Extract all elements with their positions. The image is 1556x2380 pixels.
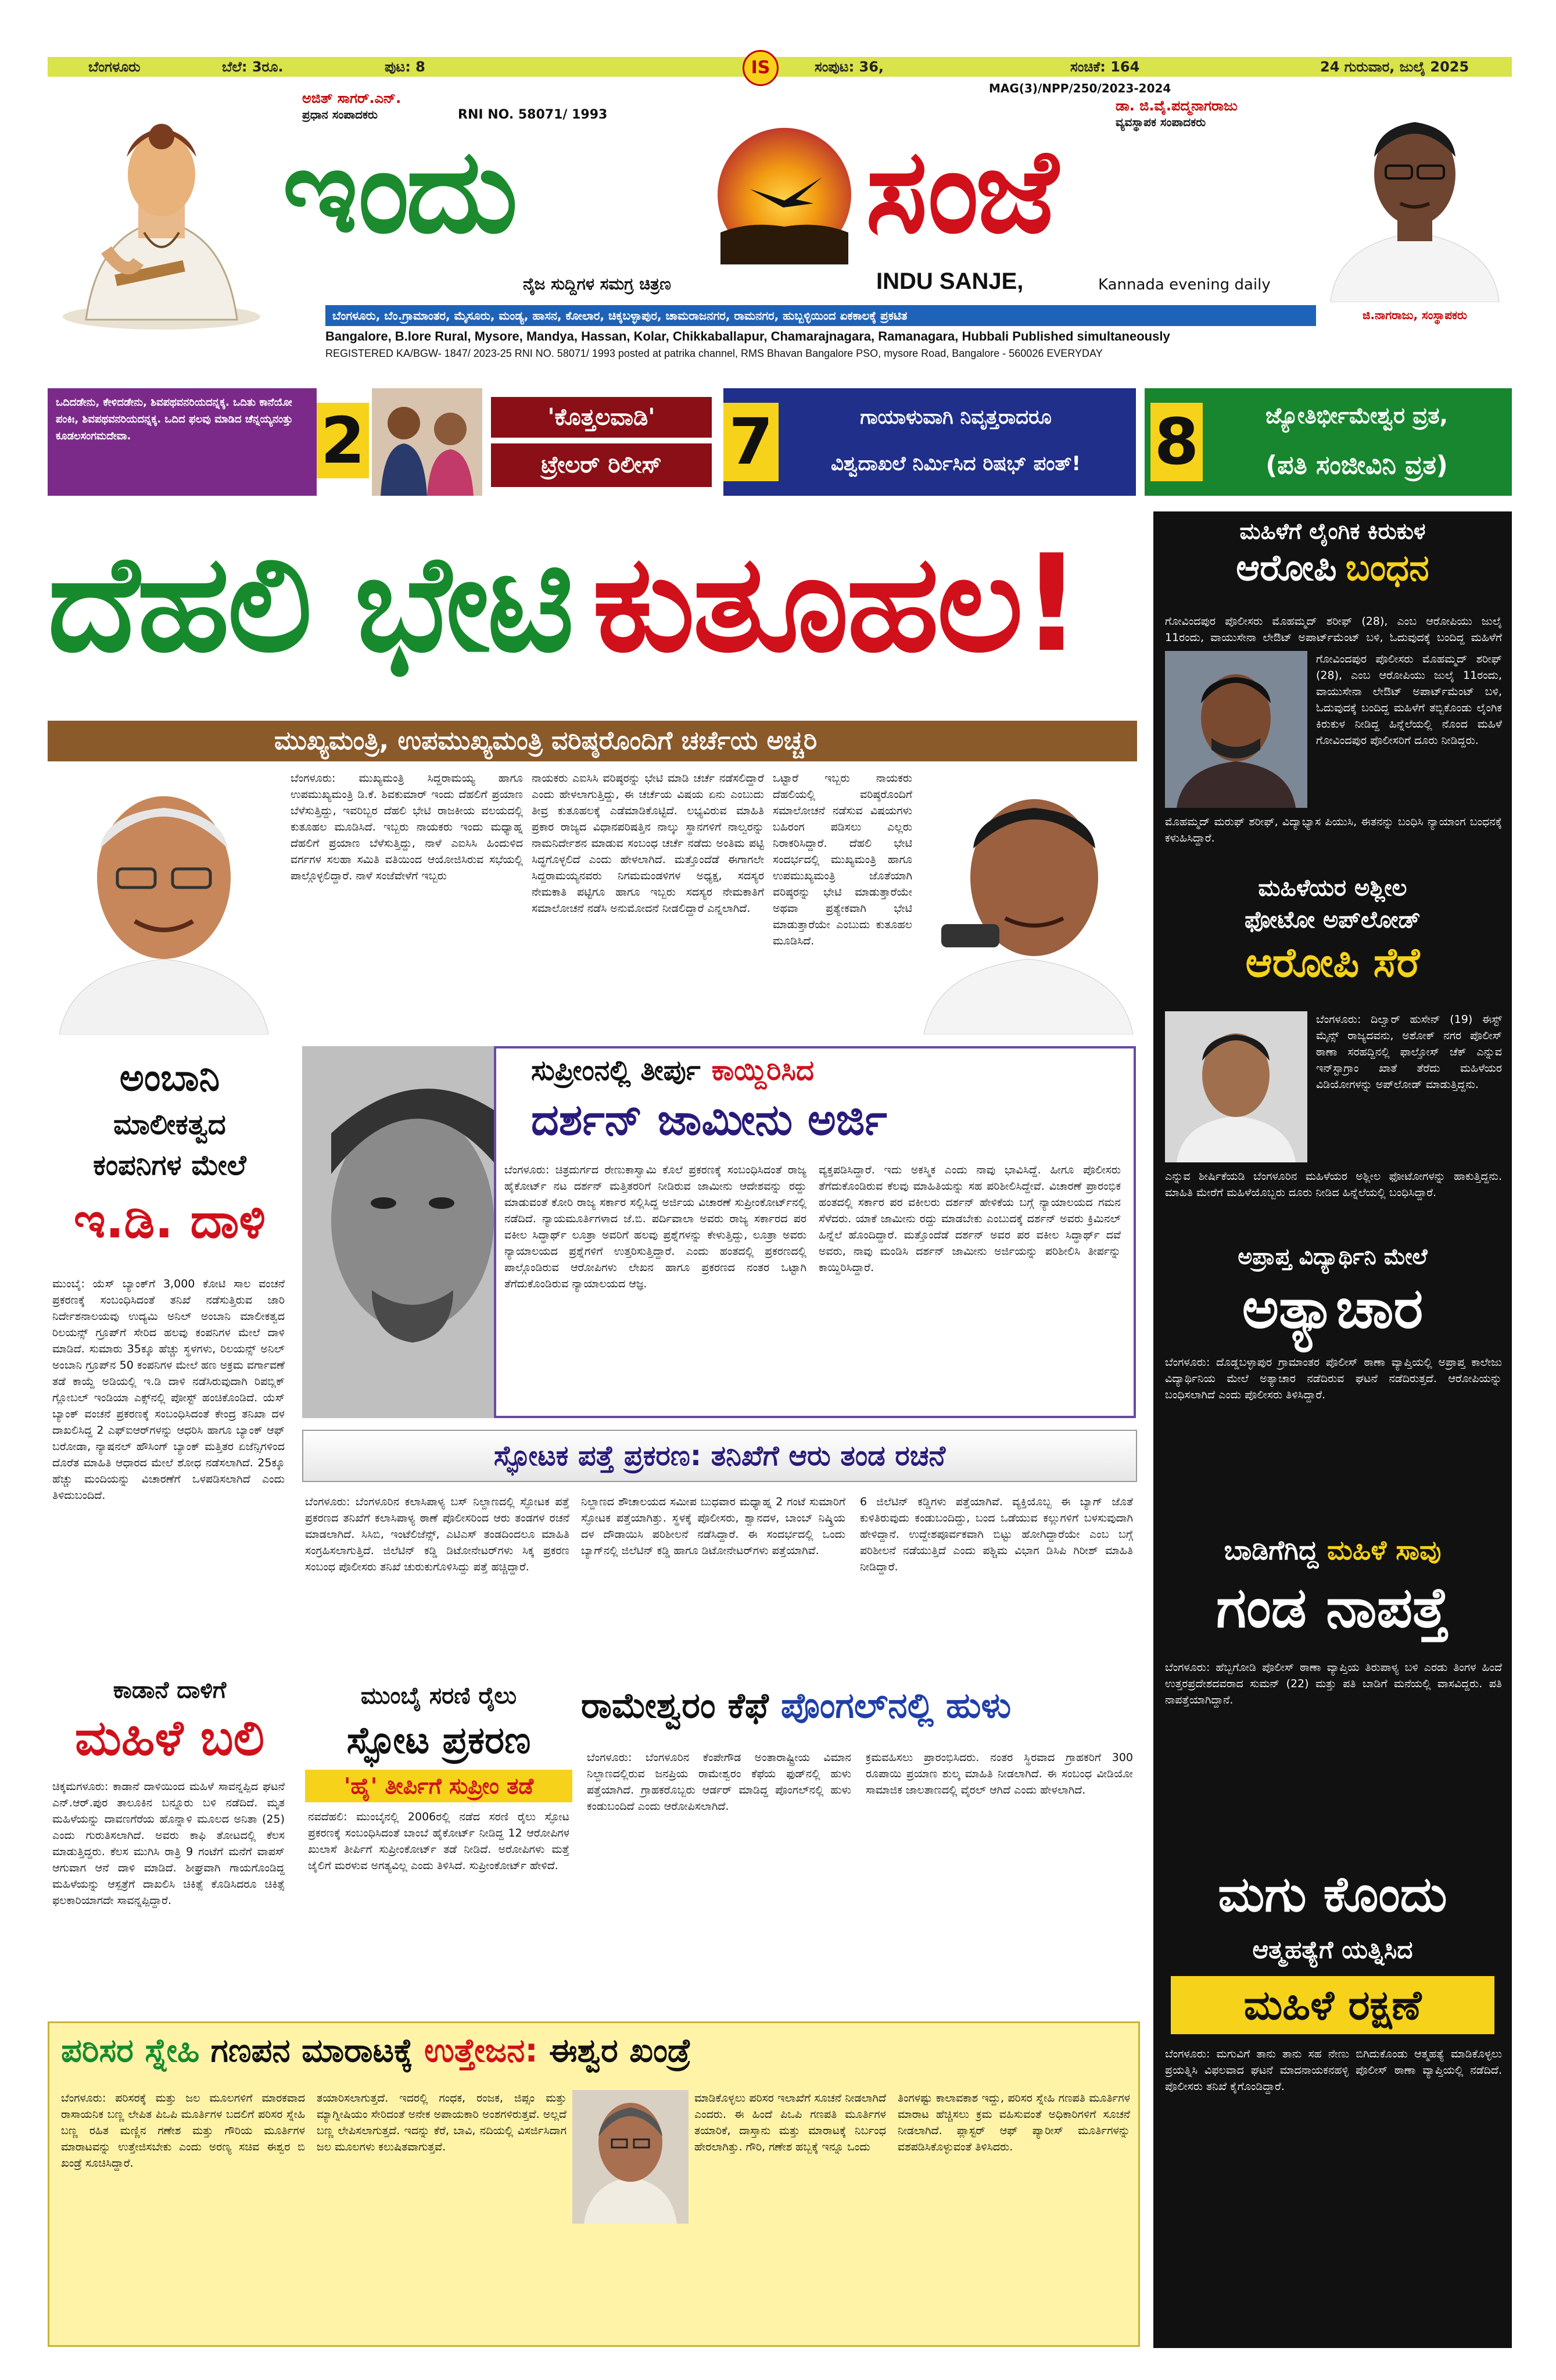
lead-column-2: ನಾಯಕರು ಎಐಸಿಸಿ ವರಿಷ್ಠರನ್ನು ಭೇಟಿ ಮಾಡಿ ಚರ್ಚೆ ನಡೆಸಲಿದ್ದಾರೆ ಎಂದು ಹೇಳಲಾಗುತ್ತಿದ್ದು, ಈ ಚರ್ಚೆಯ ವಿಷಯ ಏನು ಎಂಬುದು ತೀವ್ರ ಕುತೂಹಲಕ್ಕೆ ಎಡೆಮಾಡಿಕೊಟ್ಟಿದೆ. ಲಭ್ಯವಿರುವ ಮಾಹಿತಿ ಪ್ರಕಾರ ರಾಜ್ಯದ ವಿಧಾನಪರಿಷತ್ತಿನ ನಾಲ್ಕು ಸ್ಥಾನಗಳಿಗೆ ನಾಲ್ವರನ್ನು ನಾಮನಿರ್ದೇಶನ ಮಾಡುವ ಸಂಬಂಧ ಚರ್ಚೆ ನಡೆದು ಅಂತಿಮ ಪಟ್ಟಿ ಸಿದ್ಧಗೊಳ್ಳಲಿದೆ ಎಂದು ಹೇಳಲಾಗಿದೆ. ಮತ್ತೊಂದೆಡೆ ಈಗಾಗಲೇ ಸಿದ್ದರಾಮಯ್ಯನವರು ನಿಗಮಮಂಡಳಿಗಳ ಅಧ್ಯಕ್ಷ, ಸದಸ್ಯರ ನೇಮಕಾತಿ ಪಟ್ಟಿಗೂ ಹಾಗೂ ಇಬ್ಬರು ಸದಸ್ಯರ ನೇಮಕಾತಿಗೆ ಸಮಾಲೋಚನೆ ನಡೆಸಿ ಅನುಮೋದನೆ ನೀಡಲಿದ್ದಾರೆ ಎನ್ನಲಾಗಿದೆ.	[532, 772, 764, 915]
ambani-line1: ಅಂಬಾನಿ	[119, 1057, 220, 1100]
ambani-line3: ಕಂಪನಿಗಳ ಮೇಲೆ	[93, 1149, 246, 1182]
english-name: INDU SANJE,	[876, 269, 1024, 294]
crime1-headline: ಆರೋಪಿ ಬಂಧನ	[1236, 546, 1429, 589]
crime2-body: ಎನ್ನುವ ಶೀರ್ಷಿಕೆಯಡಿ ಬೆಂಗಳೂರಿನ ಮಹಿಳೆಯರ ಅಶ್ಲೀಲ ಫೋಟೋಗಳನ್ನು ಹಾಕುತ್ತಿದ್ದನು. ಮಾಹಿತಿ ಮೇರೆಗೆ ಮಹಿಳೆಯೊಬ್ಬರು ದೂರು ನೀಡಿದ ಹಿನ್ನೆಲೆಯಲ್ಲಿ ಬಂಧಿಸಿದ್ದಾರೆ.	[1165, 1170, 1502, 1199]
train-tag: 'ಹೈ' ತೀರ್ಪಿಗೆ ಸುಪ್ರೀಂ ತಡೆ	[305, 1770, 572, 1802]
dateline-issue: ಸಂಚಿಕೆ: 164	[1070, 59, 1140, 75]
crime2-kicker1: ಮಹಿಳೆಯರ ಅಶ್ಲೀಲ	[1258, 875, 1407, 901]
teaser-rishabh-pant[interactable]	[723, 388, 1136, 496]
crime-column	[1153, 511, 1512, 2348]
lead-column-3: ಒಟ್ಟಾರೆ ಇಬ್ಬರು ನಾಯಕರು ದೆಹಲಿಯಲ್ಲಿ ವರಿಷ್ಠರೊಂದಿಗೆ ಸಮಾಲೋಚನೆ ನಡೆಸುವ ವಿಷಯಗಳು ಬಹಿರಂಗ ಪಡಿಸಲು ಎಲ್ಲರು ನಿರಾಕರಿಸಿದ್ದಾರೆ. ದೆಹಲಿ ಭೇಟಿ ಸಂದರ್ಭದಲ್ಲಿ ಮುಖ್ಯಮಂತ್ರಿ ಹಾಗೂ ಉಪಮುಖ್ಯಮಂತ್ರಿ ಜೊತೆಯಾಗಿ ವರಿಷ್ಠರನ್ನು ಭೇಟಿ ಮಾಡುತ್ತಾರೆಯೇ ಅಥವಾ ಪ್ರತ್ಯೇಕವಾಗಿ ಭೇಟಿ ಮಾಡುತ್ತಾರೆಯೇ ಎಂಬುದು ಕುತೂಹಲ ಮೂಡಿಸಿದೆ.	[773, 772, 912, 947]
teaser-vrata-line1: ಜ್ಯೋತಿರ್ಭೀಮೇಶ್ವರ ವ್ರತ,	[1265, 403, 1448, 428]
ambani-line2: ಮಾಲೀಕತ್ವದ	[113, 1108, 226, 1141]
editions-bar	[325, 305, 1316, 326]
blast-column-3: 6 ಜಿಲೆಟಿನ್ ಕಡ್ಡಿಗಳು ಪತ್ತೆಯಾಗಿವೆ. ವ್ಯಕ್ತಿಯೊಬ್ಬ ಈ ಬ್ಯಾಗ್ ಜೊತೆ ಕುಳಿತಿರುವುದು ಕಂಡುಬಂದಿದ್ದು, ಬಂದ ಒಡೆಯುವ ಕಲ್ಲುಗಳಿಗೆ ಬಳಸುವುದಾಗಿ ಹೇಳಿದ್ದಾನೆ. ಉದ್ದೇಶಪೂರ್ವಕವಾಗಿ ಬಿಟ್ಟು ಹೋಗಿದ್ದಾರೆಯೇ ಎಂಬ ಬಗ್ಗೆ ಪರಿಶೀಲನೆ ನಡೆಯುತ್ತಿದೆ ಎಂದು ಪಶ್ಚಿಮ ವಿಭಾಗ ಡಿಸಿಪಿ ಗಿರೀಶ್ ಮಾಹಿತಿ ನೀಡಿದ್ದಾರೆ.	[860, 1495, 1133, 1573]
lead-column-1: ಬೆಂಗಳೂರು: ಮುಖ್ಯಮಂತ್ರಿ ಸಿದ್ದರಾಮಯ್ಯ ಹಾಗೂ ಉಪಮುಖ್ಯಮಂತ್ರಿ ಡಿ.ಕೆ. ಶಿವಕುಮಾರ್ ಇಂದು ದೆಹಲಿಗೆ ಪ್ರಯಾಣ ಬೆಳೆಸುತ್ತಿದ್ದು, ಇವರಿಬ್ಬರ ದೆಹಲಿ ಭೇಟಿ ರಾಜಕೀಯ ವಲಯದಲ್ಲಿ ಕುತೂಹಲ ಮೂಡಿಸಿದೆ. ಇಬ್ಬರು ನಾಯಕರು ಇಂದು ಮಧ್ಯಾಹ್ನ ದೆಹಲಿಗೆ ಪ್ರಯಾಣ ಬೆಳೆಸುತ್ತಿದ್ದು, ನಾಳೆ ಎಐಸಿಸಿ ಹಿಂದುಳಿದ ವರ್ಗಗಳ ಸಲಹಾ ಸಮಿತಿ ವತಿಯಿಂದ ಆಯೋಜಿಸಿರುವ ಸಭೆಯಲ್ಲಿ ಪಾಲ್ಗೊಳ್ಳಲಿದ್ದಾರೆ. ನಾಳೆ ಸಂಜೆವೇಳೆಗೆ ಇಬ್ಬರು	[291, 772, 523, 882]
teaser-page-number: 7	[723, 403, 779, 481]
dateline-date: 24 ಗುರುವಾರ, ಜುಲೈ 2025	[1320, 59, 1469, 75]
eco-column-4: ತಿಂಗಳಷ್ಟು ಕಾಲಾವಕಾಶ ಇದ್ದು, ಪರಿಸರ ಸ್ನೇಹಿ ಗಣಪತಿ ಮೂರ್ತಿಗಳ ಮಾರಾಟ ಹೆಚ್ಚಿಸಲು ಕ್ರಮ ವಹಿಸುವಂತೆ ಅಧಿಕಾರಿಗಳಿಗೆ ಸೂಚನೆ ನೀಡಲಾಗಿದೆ. ಪ್ಲಾಸ್ಟರ್ ಆಫ್ ಪ್ಯಾರೀಸ್ ಮೂರ್ತಿಗಳನ್ನು ವಶಪಡಿಸಿಕೊಳ್ಳುವಂತೆ ತಿಳಿಸಿದರು.	[898, 2092, 1130, 2153]
ambani-headline	[48, 1052, 292, 1255]
logo-badge: IS	[743, 50, 779, 86]
teaser-pant-line2: ವಿಶ್ವದಾಖಲೆ ನಿರ್ಮಿಸಿದ ರಿಷಭ್ ಪಂತ್!	[830, 452, 1081, 475]
blast-headline: ಸ್ಫೋಟಕ ಪತ್ತೆ ಪ್ರಕರಣ: ತನಿಖೆಗೆ ಆರು ತಂಡ ರಚನೆ	[493, 1440, 946, 1472]
editions-kannada: ಬೆಂಗಳೂರು, ಬೆಂ.ಗ್ರಾಮಾಂತರ, ಮೈಸೂರು, ಮಂಡ್ಯ, ಹಾಸನ, ಕೋಲಾರ, ಚಿಕ್ಕಬಳ್ಳಾಪುರ, ಚಾಮರಾಜನಗರ, ರಾಮನಗರ, ಹುಬ್ಬಳ್ಳಿಯಿಂದ ಏಕಕಾಲಕ್ಕೆ ಪ್ರಕಟಿತ	[332, 309, 908, 323]
masthead-tagline: ನೈಜ ಸುದ್ದಿಗಳ ಸಮಗ್ರ ಚಿತ್ರಣ	[523, 274, 671, 294]
mag-number: MAG(3)/NPP/250/2023-2024	[989, 81, 1171, 95]
founder-caption: ಜಿ.ನಾಗರಾಜು, ಸಂಸ್ಥಾಪಕರು	[1319, 306, 1511, 324]
crime3-body: ಬೆಂಗಳೂರು: ದೊಡ್ಡಬಳ್ಳಾಪುರ ಗ್ರಾಮಾಂತರ ಪೊಲೀಸ್ ಠಾಣಾ ವ್ಯಾಪ್ತಿಯಲ್ಲಿ ಅಪ್ರಾಪ್ತ ಕಾಲೇಜು ವಿದ್ಯಾರ್ಥಿನಿಯ ಮೇಲೆ ಅತ್ಯಾಚಾರ ನಡೆದಿರುವ ಘಟನೆ ನಡೆದಿರುತ್ತದೆ. ಆರೋಪಿಯನ್ನು ಬಂಧಿಸಲಾಗಿದೆ ಎಂದು ಪೊಲೀಸರು ತಿಳಿಸಿದ್ದಾರೆ.	[1165, 1356, 1502, 1401]
eco-ganesha-headline: ಪರಿಸರ ಸ್ನೇಹಿ ಗಣಪನ ಮಾರಾಟಕ್ಕೆ ಉತ್ತೇಜನ: ಈಶ್ವರ ಖಂಡ್ರೆ	[61, 2032, 691, 2070]
masthead-title-right: ಸಂಜೆ	[866, 124, 1055, 259]
darshan-photo	[302, 1046, 494, 1418]
dateline-city: ಬೆಂಗಳೂರು	[88, 59, 141, 75]
elephant-kicker: ಕಾಡಾನೆ ದಾಳಿಗೆ	[113, 1677, 227, 1703]
ambani-line4: ಇ.ಡಿ. ದಾಳಿ	[73, 1192, 266, 1249]
darshan-kicker: ಸುಪ್ರೀಂನಲ್ಲಿ ತೀರ್ಪು ಕಾಯ್ದಿರಿಸಿದ	[531, 1054, 815, 1087]
crime2-headline: ಆರೋಪಿ ಸೆರೆ	[1245, 939, 1420, 986]
crime5-body: ಬೆಂಗಳೂರು: ಮಗುವಿಗೆ ತಾನು ತಾನು ಸಹ ನೇಣು ಬಿಗಿದುಕೊಂಡು ಆತ್ಮಹತ್ಯೆ ಮಾಡಿಕೊಳ್ಳಲು ಪ್ರಯತ್ನಿಸಿ ವಿಫಲವಾದ ಘಟನೆ ಮಾದನಾಯಕನಹಳ್ಳಿ ಪೊಲೀಸ್ ಠಾಣಾ ವ್ಯಾಪ್ತಿಯಲ್ಲಿ ನಡೆದಿದೆ. ಪೊಲೀಸರು ತನಿಖೆ ಕೈಗೊಂಡಿದ್ದಾರೆ.	[1165, 2048, 1502, 2093]
vachana-text: ಒದಿದಡೇನು, ಕೇಳಿದಡೇನು, ಶಿವಪಥವನರಿಯದನ್ನಕ್ಕ. ಒದಿತು ಕಾನೆಯೋ ಪಂಕಿಃ, ಶಿವಪಥವನರಿಯದನ್ನಕ್ಕ. ಒದಿದ ಫಲವು ಮಾಡಿದ ಚೆನ್ನಯ್ಯನಂತ್ತು ಕೂಡಲಸಂಗಮದೇವಾ.	[56, 396, 293, 442]
teaser-vrata[interactable]	[1145, 388, 1512, 496]
crime2-side: ಬೆಂಗಳೂರು: ದಿಲ್ವಾರ್ ಹುಸೇನ್ (19) ಈಸ್ಟ್ ಮೈನ್ಸ್‌ ರಾಜ್ಯದವನು, ಅಶೋಕ್ ನಗರ ಪೊಲೀಸ್ ಠಾಣಾ ಸರಹದ್ದಿನಲ್ಲಿ ಫಾಲ್ತೋಸ್ ಚೆಕ್ ಎನ್ನುವ ಇನ್‌ಸ್ಟಾಗ್ರಾಂ ಖಾತೆ ತೆರೆದು ಮಹಿಳೆಯರ ವಿಡಿಯೋಗಳನ್ನು ಅಪ್‌ಲೋಡ್ ಮಾಡುತ್ತಿದ್ದನು.	[1316, 1013, 1502, 1091]
teaser-kottalavadi-line2: ಟ್ರೇಲರ್ ರಿಲೀಸ್	[491, 443, 712, 487]
teaser-pant-line1: ಗಾಯಾಳುವಾಗಿ ನಿವೃತ್ತರಾದರೂ	[860, 406, 1052, 429]
dateline-strip	[48, 57, 1512, 77]
english-subtitle: Kannada evening daily	[1098, 276, 1271, 294]
train-headline: ಸ್ಫೋಟ ಪ್ರಕರಣ	[346, 1719, 531, 1762]
elephant-body: ಚಿಕ್ಕಮಗಳೂರು: ಕಾಡಾನೆ ದಾಳಿಯಿಂದ ಮಹಿಳೆ ಸಾವನ್ನಪ್ಪಿದ ಘಟನೆ ಎನ್.ಆರ್.ಪುರ ತಾಲೂಕಿನ ಬನ್ನೂರು ಬಳಿ ನಡೆದಿದೆ. ಮೃತ ಮಹಿಳೆಯನ್ನು ದಾವಣಗೆರೆಯ ಹೊನ್ನಾಳಿ ಮೂಲದ ಅನಿತಾ (25) ಎಂದು ಗುರುತಿಸಲಾಗಿದೆ. ಅವರು ಕಾಫಿ ತೋಟದಲ್ಲಿ ಕೆಲಸ ಮಾಡುತ್ತಿದ್ದರು. ಕೆಲಸ ಮುಗಿಸಿ ರಾತ್ರಿ 9 ಗಂಟೆಗೆ ಮನೆಗೆ ವಾಪಸ್ ಆಗುವಾಗ ಆನೆ ದಾಳಿ ಮಾಡಿದೆ. ಶೀಘ್ರವಾಗಿ ಗಾಯಗೊಂಡಿದ್ದ ಮಹಿಳೆಯನ್ನು ಆಸ್ಪತ್ರೆಗೆ ದಾಖಲಿಸಿ ಚಿಕಿತ್ಸೆ ಕೊಡಿಸಿದರೂ ಚಿಕಿತ್ಸೆ ಫಲಕಾರಿಯಾಗದೇ ಸಾವನ್ನಪ್ಪಿದ್ದಾರೆ.	[52, 1780, 285, 1907]
train-kicker: ಮುಂಬೈ ಸರಣಿ ರೈಲು	[360, 1683, 517, 1709]
registration-line: REGISTERED KA/BGW- 1847/ 2023-25 RNI NO. 58071/ 1993 posted at patrika channel, RMS Bhavan Bangalore PSO, mysore Road, Bangalore - 560026 EVERYDAY	[325, 348, 1103, 359]
darshan-column-2: ವ್ಯಕ್ತಪಡಿಸಿದ್ದಾರೆ. ಇದು ಅಕಸ್ಮಿಕ ಎಂದು ನಾವು ಭಾವಿಸಿದ್ದೆ. ಹೀಗೂ ಪೊಲೀಸರು ತೆಗೆದುಕೊಂಡಿರುವ ಕೆಲವು ಮಾಹಿತಿಯನ್ನು ಸಹ ಪರಿಶೀಲಿಸಿದ್ದೇವೆ. ವಿಚಾರಣೆ ಪ್ರಾರಂಭಿಕ ಹಂತದಲ್ಲಿ ಸರ್ಕಾರ ಪರ ವಕೀಲರು ದರ್ಶನ್ ಹೇಳಿಕೆಯ ಬಗ್ಗೆ ನ್ಯಾಯಾಲಯದ ಗಮನ ಸೆಳೆದರು. ಯಾಕೆ ಜಾಮೀನು ರದ್ದು ಮಾಡಬೇಕು ಎಂಬುದಕ್ಕೆ ದರ್ಶನ್ ಅವರು ಕ್ರಿಮಿನಲ್ ಹಿನ್ನೆಲೆ ಹೊಂದಿದ್ದಾರೆ. ಮತ್ತೊಂದೆಡೆ ದರ್ಶನ್ ಅವರ ಪರ ವಕೀಲ ಸಿದ್ಧಾರ್ಥ್ ದವೆ ಅವರು, ನಾವು ಮಂಡಿಸಿ ದರ್ಶನ್ ಜಾಮೀನು ಅರ್ಜಿಯನ್ನು ಪರಿಶೀಲಿಸಿ ತೀರ್ಪನ್ನು ಕಾಯ್ದಿರಿಸಿದ್ದಾರೆ.	[819, 1164, 1121, 1274]
darshan-box	[494, 1046, 1136, 1418]
managing-editor-name: ಡಾ. ಜಿ.ವೈ.ಪದ್ಮನಾಗರಾಜು	[1116, 98, 1238, 114]
dateline-price: ಬೆಲೆ: 3ರೂ.	[222, 59, 284, 75]
elephant-headline: ಮಹಿಳೆ ಬಲಿ	[74, 1709, 265, 1766]
crime5-headline: ಮಗು ಕೊಂದು	[1218, 1866, 1447, 1923]
dk-shivakumar-photo	[918, 761, 1137, 1035]
eco-column-1: ಬೆಂಗಳೂರು: ಪರಿಸರಕ್ಕೆ ಮತ್ತು ಜಲ ಮೂಲಗಳಿಗೆ ಮಾರಕವಾದ ರಾಸಾಯನಿಕ ಬಣ್ಣ ಲೇಪಿತ ಪಿಒಪಿ ಮೂರ್ತಿಗಳ ಬದಲಿಗೆ ಪರಿಸರ ಸ್ನೇಹಿ ಬಣ್ಣ ರಹಿತ ಮಣ್ಣಿನ ಗಣೇಶ ಮತ್ತು ಗೌರಿಯ ಮೂರ್ತಿಗಳ ಮಾರಾಟವನ್ನು ಉತ್ತೇಜಿಸಬೇಕು ಎಂದು ಅರಣ್ಯ ಸಚಿವ ಈಶ್ವರ ಬಿ ಖಂಡ್ರೆ ಸೂಚಿಸಿದ್ದಾರೆ.	[61, 2092, 305, 2170]
lead-headline	[48, 523, 1152, 686]
crime4-body: ಬೆಂಗಳೂರು: ಹೆಬ್ಬಗೋಡಿ ಪೊಲೀಸ್ ಠಾಣಾ ವ್ಯಾಪ್ತಿಯ ತಿರುಪಾಳ್ಯ ಬಳಿ ಎರಡು ತಿಂಗಳ ಹಿಂದೆ ಉತ್ತರಪ್ರದೇಶದವರಾದ ಸುಮನ್ (22) ಮತ್ತು ಪತಿ ಬಾಡಿಗೆ ಮನೆಯಲ್ಲಿ ವಾಸವಿದ್ದರು. ಪತಿ ನಾಪತ್ತೆಯಾಗಿದ್ದಾನೆ.	[1165, 1661, 1502, 1706]
eco-column-2: ತಯಾರಿಸಲಾಗುತ್ತದೆ. ಇದರಲ್ಲಿ ಗಂಧಕ, ರಂಜಕ, ಜಿಪ್ಸಂ ಮತ್ತು ಮ್ಯಾಗ್ನೀಷಿಯಂ ಸೇರಿದಂತೆ ಅನೇಕ ಅಪಾಯಕಾರಿ ಅಂಶಗಳಿರುತ್ತವೆ. ಅಲ್ಲದೆ ಬಣ್ಣ ಲೇಪಿಸಲಾಗುತ್ತದೆ. ಇದನ್ನು ಕೆರೆ, ಬಾವಿ, ನದಿಯಲ್ಲಿ ವಿಸರ್ಜಿಸಿದಾಗ ಜಲ ಮೂಲಗಳು ಕಲುಷಿತವಾಗುತ್ತವೆ.	[317, 2092, 567, 2153]
blast-column-1: ಬೆಂಗಳೂರು: ಬೆಂಗಳೂರಿನ ಕಲಾಸಿಪಾಳ್ಯ ಬಸ್ ನಿಲ್ದಾಣದಲ್ಲಿ ಸ್ಫೋಟಕ ಪತ್ತೆ ಪ್ರಕರಣದ ತನಿಖೆಗೆ ಕಲಾಸಿಪಾಳ್ಯ ಠಾಣೆ ಪೊಲೀಸರಿಂದ ಆರು ತಂಡಗಳ ರಚನೆ ಮಾಡಲಾಗಿದೆ. ಸಿಸಿಬಿ, ಇಂಟೆಲಿಜೆನ್ಸ್, ಎಟಿಎಸ್ ತಂಡದಿಂದಲೂ ಮಾಹಿತಿ ಸಂಗ್ರಹಿಸಲಾಗುತ್ತಿದೆ. ಜಿಲೆಟಿನ್ ಕಡ್ಡಿ ಡಿಟೋನೇಟರ್‌ಗಳು ಸಿಕ್ಕ ಪ್ರಕರಣ ಸಂಬಂಧ ಪೊಲೀಸರು ತನಿಖೆ ಚುರುಕುಗೊಳಿಸಿದ್ದು ಪತ್ತೆ ಹಚ್ಚಿದ್ದಾರೆ.	[305, 1495, 569, 1573]
founder-photo	[1319, 87, 1511, 302]
lead-headline-part2: ಕುತೂಹಲ!	[592, 527, 1080, 682]
crime3-headline: ಅತ್ಯಾಚಾರ	[1242, 1276, 1424, 1341]
eco-column-3: ಮಾಡಿಕೊಳ್ಳಲು ಪರಿಸರ ಇಲಾಖೆಗೆ ಸೂಚನೆ ನೀಡಲಾಗಿದೆ ಎಂದರು. ಈ ಹಿಂದೆ ಪಿಒಪಿ ಗಣಪತಿ ಮೂರ್ತಿಗಳ ತಯಾರಿಕೆ, ದಾಸ್ತಾನು ಮತ್ತು ಮಾರಾಟಕ್ಕೆ ನಿರ್ಬಂಧ ಹೇರಲಾಗಿತ್ತು. ಗೌರಿ, ಗಣೇಶ ಹಬ್ಬಕ್ಕೆ ಇನ್ನೂ ಒಂದು	[694, 2092, 886, 2153]
teaser-page-number: 8	[1150, 403, 1203, 481]
crime4-headline: ಗಂಡ ನಾಪತ್ತೆ	[1216, 1575, 1449, 1640]
crime1-intro: ಗೋವಿಂದಪುರ ಪೊಲೀಸರು ಮೊಹಮ್ಮದ್ ಶರೀಫ್ (28), ಎಂಬ ಆರೋಪಿಯು ಜುಲೈ 11ರಂದು, ವಾಯುಸೇನಾ ಲೇಔಟ್ ಅಪಾರ್ಟ್‌ಮೆಂಟ್ ಬಳಿ, ಓದುವುದಕ್ಕೆ ಬಂದಿದ್ದ ಮಹಿಳೆಗೆ	[1165, 615, 1502, 644]
crime5-kicker: ಆತ್ಮಹತ್ಯೆಗೆ ಯತ್ನಿಸಿದ	[1252, 1935, 1413, 1964]
dateline-volume: ಸಂಪುಟ: 36,	[815, 59, 884, 75]
eco-ganesha-box	[48, 2021, 1140, 2347]
rameshwaram-column-2: ಕ್ರಮವಹಿಸಲು ಪ್ರಾರಂಭಿಸಿದರು. ನಂತರ ಸ್ಥಿರವಾದ ಗ್ರಾಹಕರಿಗೆ 300 ರೂಪಾಯಿ ಪ್ರಯಾಣ ಶುಲ್ಕ ಮಾಹಿತಿ ನೀಡಲಾಗಿದೆ. ಈ ಸಂಬಂಧ ವೀಡಿಯೋ ಸಾಮಾಜಿಕ ಜಾಲತಾಣದಲ್ಲಿ ವೈರಲ್ ಆಗಿದೆ ಎಂದು ಹೇಳಲಾಗಿದೆ.	[866, 1751, 1133, 1796]
rameshwaram-headline: ರಾಮೇಶ್ವರಂ ಕೆಫೆ ಪೊಂಗಲ್‌ನಲ್ಲಿ ಹುಳು	[581, 1685, 1012, 1726]
dateline-pages: ಪುಟ: 8	[385, 59, 425, 75]
editor-name: ಅಜಿತ್ ಸಾಗರ್.ಎನ್.	[302, 90, 401, 106]
lead-headline-part1: ದೆಹಲಿ ಭೇಟಿ	[48, 527, 572, 682]
editions-english: Bangalore, B.lore Rural, Mysore, Mandya, Hassan, Kolar, Chikkaballapur, Chamarajnagara, Ramanagara, Hubbali Published simultaneously	[325, 329, 1170, 343]
teaser-kottalavadi[interactable]	[317, 388, 718, 496]
vachana-box	[48, 388, 324, 496]
crime1-side: ಗೋವಿಂದಪುರ ಪೊಲೀಸರು ಮೊಹಮ್ಮದ್ ಶರೀಫ್ (28), ಎಂಬ ಆರೋಪಿಯು ಜುಲೈ 11ರಂದು, ವಾಯುಸೇನಾ ಲೇಔಟ್ ಅಪಾರ್ಟ್‌ಮೆಂಟ್ ಬಳಿ, ಓದುವುದಕ್ಕೆ ಬಂದಿದ್ದ ಮಹಿಳೆಗೆ ತಬ್ಬಿಕೊಂಡು ಲೈಂಗಿಕ ಕಿರುಕುಳ ನೀಡಿದ್ದ ಹಿನ್ನೆಲೆಯಲ್ಲಿ ನೊಂದ ಮಹಿಳೆ ಗೋವಿಂದಪುರ ಪೊಲೀಸರಿಗೆ ದೂರು ನೀಡಿದ್ದರು.	[1316, 653, 1502, 747]
blast-headline-bar	[302, 1430, 1137, 1482]
train-body: ನವದೆಹಲಿ: ಮುಂಬೈನಲ್ಲಿ 2006ರಲ್ಲಿ ನಡೆದ ಸರಣಿ ರೈಲು ಸ್ಫೋಟ ಪ್ರಕರಣಕ್ಕೆ ಸಂಬಂಧಿಸಿದಂತೆ ಬಾಂಬೆ ಹೈಕೋರ್ಟ್ ನೀಡಿದ್ದ 12 ಆರೋಪಿಗಳ ಖುಲಾಸೆ ತೀರ್ಪಿಗೆ ಸುಪ್ರೀಂಕೋರ್ಟ್ ತಡೆ ನೀಡಿದೆ. ಅರೋಪಿಗಳು ಮತ್ತೆ ಜೈಲಿಗೆ ಮರಳುವ ಅಗತ್ಯವಿಲ್ಲ ಎಂದು ತಿಳಿಸಿದೆ. ಸುಪ್ರೀಂಕೋರ್ಟ್ ಹೇಳಿದೆ.	[308, 1810, 569, 1872]
rameshwaram-column-1: ಬೆಂಗಳೂರು: ಬೆಂಗಳೂರಿನ ಕೆಂಪೇಗೌಡ ಅಂತಾರಾಷ್ಟ್ರೀಯ ವಿಮಾನ ನಿಲ್ದಾಣದಲ್ಲಿರುವ ಜನಪ್ರಿಯ ರಾಮೇಶ್ವರಂ ಕೆಫೆಯ ಫುಡ್‌ನಲ್ಲಿ ಹುಳು ಪತ್ತೆಯಾಗಿದೆ. ಗ್ರಾಹಕರೊಬ್ಬರು ಆರ್ಡರ್ ಮಾಡಿದ್ದ ಪೊಂಗಲ್‌ನಲ್ಲಿ ಹುಳು ಕಂಡುಬಂದಿದೆ ಎಂದು ಆರೋಪಿಸಲಾಗಿದೆ.	[587, 1751, 851, 1813]
crime3-kicker: ಅಪ್ರಾಪ್ತ ವಿದ್ಯಾರ್ಥಿನಿ ಮೇಲೆ	[1238, 1244, 1428, 1269]
teaser-page-number: 2	[317, 403, 369, 478]
kottalavadi-photo	[372, 388, 482, 496]
basavanna-portrait	[51, 87, 272, 331]
accused-dilwar-photo	[1165, 1011, 1307, 1162]
ambani-body: ಮುಂಬೈ: ಯೆಸ್ ಬ್ಯಾಂಕ್‌ಗೆ 3,000 ಕೋಟಿ ಸಾಲ ವಂಚನೆ ಪ್ರಕರಣಕ್ಕೆ ಸಂಬಂಧಿಸಿದಂತೆ ತನಿಖೆ ನಡೆಸುತ್ತಿರುವ ಜಾರಿ ನಿರ್ದೇಶನಾಲಯವು ಉದ್ಯಮಿ ಅನಿಲ್ ಅಂಬಾನಿ ಮಾಲೀಕತ್ವದ ರಿಲಯನ್ಸ್ ಗ್ರೂಪ್‌ಗೆ ಸೇರಿದ ಹಲವು ಕಂಪನಿಗಳ ಮೇಲೆ ದಾಳಿ ಮಾಡಿದೆ. ಸುಮಾರು 35ಕ್ಕೂ ಹೆಚ್ಚು ಸ್ಥಳಗಳು, ರಿಲಯನ್ಸ್ ಅನಿಲ್ ಅಂಬಾನಿ ಗ್ರೂಪ್‌ನ 50 ಕಂಪನಿಗಳ ಮೇಲೆ ಹಣ ಅಕ್ರಮ ವರ್ಗಾವಣೆ ತಡೆ ಕಾಯ್ದೆ ಅಡಿಯಲ್ಲಿ ಇ.ಡಿ ದಾಳಿ ನಡೆಸಿರುವುದಾಗಿ ರಿಪಬ್ಲಿಕ್ ಗ್ಲೋಬಲ್ ಇಂಡಿಯಾ ಎಕ್ಸ್‌ನಲ್ಲಿ ಪೋಸ್ಟ್ ಹಂಚಿಕೊಂಡಿದೆ. ಯೆಸ್ ಬ್ಯಾಂಕ್ ವಂಚನೆ ಪ್ರಕರಣಕ್ಕೆ ಸಂಬಂಧಿಸಿದಂತೆ ಕೇಂದ್ರ ತನಿಖಾ ದಳ ದಾಖಲಿಸಿದ್ದ 2 ಎಫ್‌ಐಆರ್‌ಗಳನ್ನು ಆಧರಿಸಿ ಹಾಗೂ ಬ್ಯಾಂಕ್ ಆಫ್ ಬರೋಡಾ, ನ್ಯಾಷನಲ್ ಹೌಸಿಂಗ್ ಬ್ಯಾಂಕ್ ಮತ್ತಿತರ ಏಜೆನ್ಸಿಗಳಿಂದ ದೊರೆತ ಮಾಹಿತಿ ಆಧಾರದ ಮೇಲೆ ಶೋಧ ನಡೆಸಲಾಗಿದೆ. 25ಕ್ಕೂ ಹೆಚ್ಚು ಮಂದಿಯನ್ನು ವಿಚಾರಣೆಗೆ ಒಳಪಡಿಸಲಾಗಿದೆ ಎಂದು ತಿಳಿದುಬಂದಿದೆ.	[52, 1277, 285, 1502]
crime5-subhead: ಮಹಿಳೆ ರಕ್ಷಣೆ	[1171, 1976, 1494, 2034]
lead-subhead-bar	[48, 721, 1137, 761]
crime1-body: ಮೊಹಮ್ಮದ್ ಮರುಫ್ ಶರೀಫ್, ವಿದ್ಯಾಭ್ಯಾಸ ಪಿಯುಸಿ, ಈತನನ್ನು ಬಂಧಿಸಿ ನ್ಯಾಯಾಂಗ ಬಂಧನಕ್ಕೆ ಕಳುಹಿಸಿದ್ದಾರೆ.	[1165, 815, 1502, 844]
sunset-emblem-icon	[715, 125, 854, 264]
siddaramaiah-photo	[48, 761, 280, 1035]
darshan-column-1: ಬೆಂಗಳೂರು: ಚಿತ್ರದುರ್ಗದ ರೇಣುಕಾಸ್ವಾಮಿ ಕೊಲೆ ಪ್ರಕರಣಕ್ಕೆ ಸಂಬಂಧಿಸಿದಂತೆ ರಾಜ್ಯ ಹೈಕೋರ್ಟ್ ನಟ ದರ್ಶನ್ ಮತ್ತಿತರರಿಗೆ ನೀಡಿರುವ ಜಾಮೀನು ಆದೇಶವನ್ನು ರದ್ದು ಮಾಡುವಂತೆ ಕೋರಿ ರಾಜ್ಯ ಸರ್ಕಾರ ಸಲ್ಲಿಸಿದ್ದ ಅರ್ಜಿಯ ವಿಚಾರಣೆ ಸುಪ್ರೀಂಕೋರ್ಟ್‌ನಲ್ಲಿ ನಡೆದಿದೆ. ನ್ಯಾಯಮೂರ್ತಿಗಳಾದ ಜೆ.ಬಿ. ಪರ್ದಿವಾಲಾ ಅವರು ರಾಜ್ಯ ಸರ್ಕಾರದ ಪರ ವಕೀಲ ಸಿದ್ಧಾರ್ಥ್ ಲೂತ್ರಾ ಅವರಿಗೆ ಹಲವು ಪ್ರಶ್ನೆಗಳನ್ನು ಕೇಳುತ್ತಿದ್ದು, ಲೂತ್ರಾ ಅವರು ನ್ಯಾಯಾಲಯದ ಪ್ರಶ್ನೆಗಳಿಗೆ ಉತ್ತರಿಸುತ್ತಿದ್ದಾರೆ. ಎಂದು ಹಂತದಲ್ಲಿ ಪ್ರಕರಣದಲ್ಲಿ ಪಾಲ್ಗೊಂಡಿರುವ ಆರೋಪಿಗಳು ಲೇಖನ ಹಾಗೂ ಪ್ರಕರಣದ ನಂತರ ಒಟ್ಟಾಗಿ ತೆಗೆದುಕೊಂಡಿರುವ ನ್ಯಾಯಾಲಯದ ಆಜ್ಞ.	[504, 1164, 806, 1290]
accused-sharif-photo	[1165, 651, 1307, 808]
editor-role: ಪ್ರಧಾನ ಸಂಪಾದಕರು	[302, 108, 378, 121]
blast-column-2: ನಿಲ್ದಾಣದ ಶೌಚಾಲಯದ ಸಮೀಪ ಬುಧವಾರ ಮಧ್ಯಾಹ್ನ 2 ಗಂಟೆ ಸುಮಾರಿಗೆ ಸ್ಫೋಟಕ ಪತ್ತೆಯಾಗಿತ್ತು. ಸ್ಥಳಕ್ಕೆ ಪೊಲೀಸರು, ಶ್ವಾನದಳ, ಬಾಂಬ್ ನಿಷ್ಕ್ರಿಯ ದಳ ದೌಡಾಯಿಸಿ ಪರಿಶೀಲನೆ ನಡೆಸಿದ್ದಾರೆ. ಈ ಸಂದರ್ಭದಲ್ಲಿ ಒಂದು ಬ್ಯಾಗ್‌ನಲ್ಲಿ ಜಿಲೆಟಿನ್ ಕಡ್ಡಿ ಹಾಗೂ ಡಿಟೋನೇಟರ್‌ಗಳು ಪತ್ತೆಯಾಗಿವೆ.	[581, 1495, 845, 1557]
rni-number: RNI NO. 58071/ 1993	[458, 108, 608, 122]
masthead-title-left: ಇಂದು	[282, 124, 515, 259]
lead-subhead: ಮುಖ್ಯಮಂತ್ರಿ, ಉಪಮುಖ್ಯಮಂತ್ರಿ ವರಿಷ್ಠರೊಂದಿಗೆ ಚರ್ಚೆಯ ಅಚ್ಚರಿ	[274, 726, 818, 756]
managing-editor-role: ವ್ಯವಸ್ಥಾಪಕ ಸಂಪಾದಕರು	[1116, 115, 1206, 129]
crime1-kicker: ಮಹಿಳೆಗೆ ಲೈಂಗಿಕ ಕಿರುಕುಳ	[1239, 518, 1426, 544]
crime4-kicker: ಬಾಡಿಗೆಗಿದ್ದ ಮಹಿಳೆ ಸಾವು	[1224, 1534, 1442, 1566]
teaser-vrata-line2: (ಪತಿ ಸಂಜೀವಿನಿ ವ್ರತ)	[1265, 450, 1448, 480]
teaser-kottalavadi-line1: 'ಕೊತ್ತಲವಾಡಿ'	[491, 397, 712, 438]
crime2-kicker2: ಫೋಟೋ ಅಪ್‌ಲೋಡ್	[1245, 907, 1421, 933]
darshan-headline: ದರ್ಶನ್ ಜಾಮೀನು ಅರ್ಜಿ	[531, 1095, 887, 1145]
eshwar-khandre-photo	[572, 2090, 689, 2224]
